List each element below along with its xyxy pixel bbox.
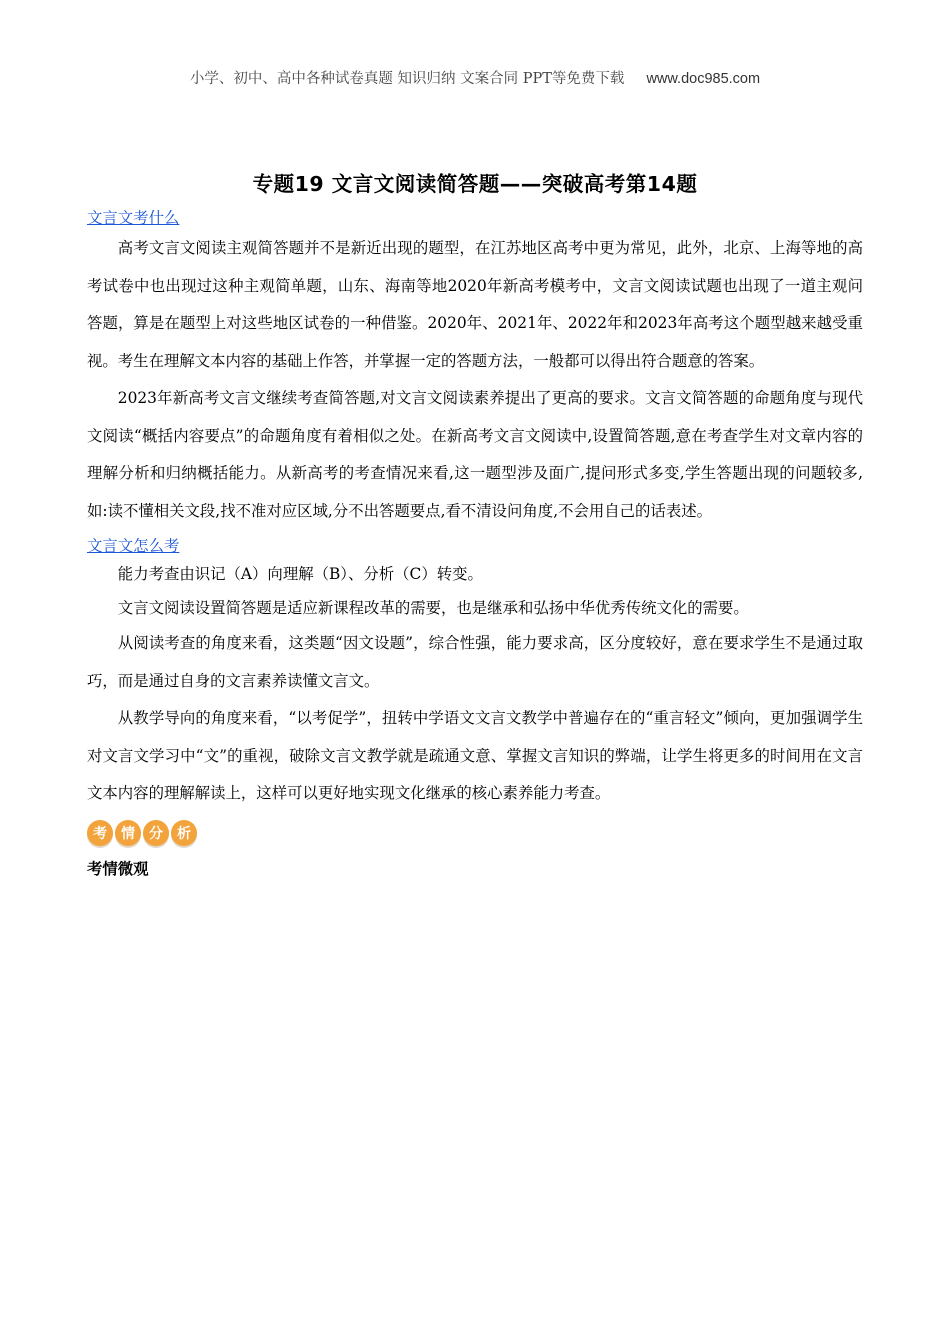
paragraph: 从教学导向的角度来看，“以考促学”，扭转中学语文文言文教学中普遍存在的“重言轻文”倾向，更加强调学生对文言文学习中“文”的重视，破除文言文教学就是疏通文意、掌握文言知识的弊端，让学生将更多的时间用在文言文本内容的理解解读上，这样可以更好地实现文化继承的核心素养能力考查。 — [87, 709, 863, 802]
analysis-badge — [87, 820, 863, 850]
badge-char: 情 — [115, 820, 141, 846]
badge-char: 考 — [87, 820, 113, 846]
header-site-link[interactable]: www.doc985.com — [646, 71, 761, 87]
badge-char: 分 — [143, 820, 169, 846]
header-text: 小学、初中、高中各种试卷真题 知识归纳 文案合同 PPT等免费下载 — [189, 71, 625, 87]
page-header — [0, 67, 950, 88]
subheading: 考情微观 — [87, 859, 149, 878]
section-link-what[interactable]: 文言文考什么 — [87, 209, 180, 227]
paragraph: 高考文言文阅读主观简答题并不是新近出现的题型，在江苏地区高考中更为常见，此外，北京、上海等地的高考试卷中也出现过这种主观简单题，山东、海南等地2020年新高考模考中，文言文阅读试题也出现了一道主观问答题，算是在题型上对这些地区试卷的一种借鉴。2020年、2021年、2022年和2023年高考这个题型越来越受重视。考生在理解文本内容的基础上作答，并掌握一定的答题方法，一般都可以得出符合题意的答案。 — [87, 239, 863, 370]
paragraph: 能力考查由识记（A）向理解（B）、分析（C）转变。 — [117, 565, 483, 583]
paragraph: 文言文阅读设置简答题是适应新课程改革的需要，也是继承和弘扬中华优秀传统文化的需要。 — [117, 598, 749, 617]
section-link-how[interactable]: 文言文怎么考 — [87, 537, 180, 555]
paragraph: 2023年新高考文言文继续考查简答题,对文言文阅读素养提出了更高的要求。文言文简答题的命题角度与现代文阅读“概括内容要点”的命题角度有着相似之处。在新高考文言文阅读中,设置简答题,意在考查学生对文章内容的理解分析和归纳概括能力。从新高考的考查情况来看,这一题型涉及面广,提问形式多变,学生答题出现的问题较多,如:读不懂相关文段,找不准对应区域,分不出答题要点,看不清设问角度,不会用自己的话表述。 — [87, 389, 863, 520]
document-title: 专题19 文言文阅读简答题——突破高考第14题 — [252, 172, 698, 196]
badge-char: 析 — [171, 820, 197, 846]
document-body — [87, 206, 863, 882]
paragraph: 从阅读考查的角度来看，这类题“因文设题”，综合性强，能力要求高，区分度较好，意在要求学生不是通过取巧，而是通过自身的文言素养读懂文言文。 — [87, 634, 863, 690]
